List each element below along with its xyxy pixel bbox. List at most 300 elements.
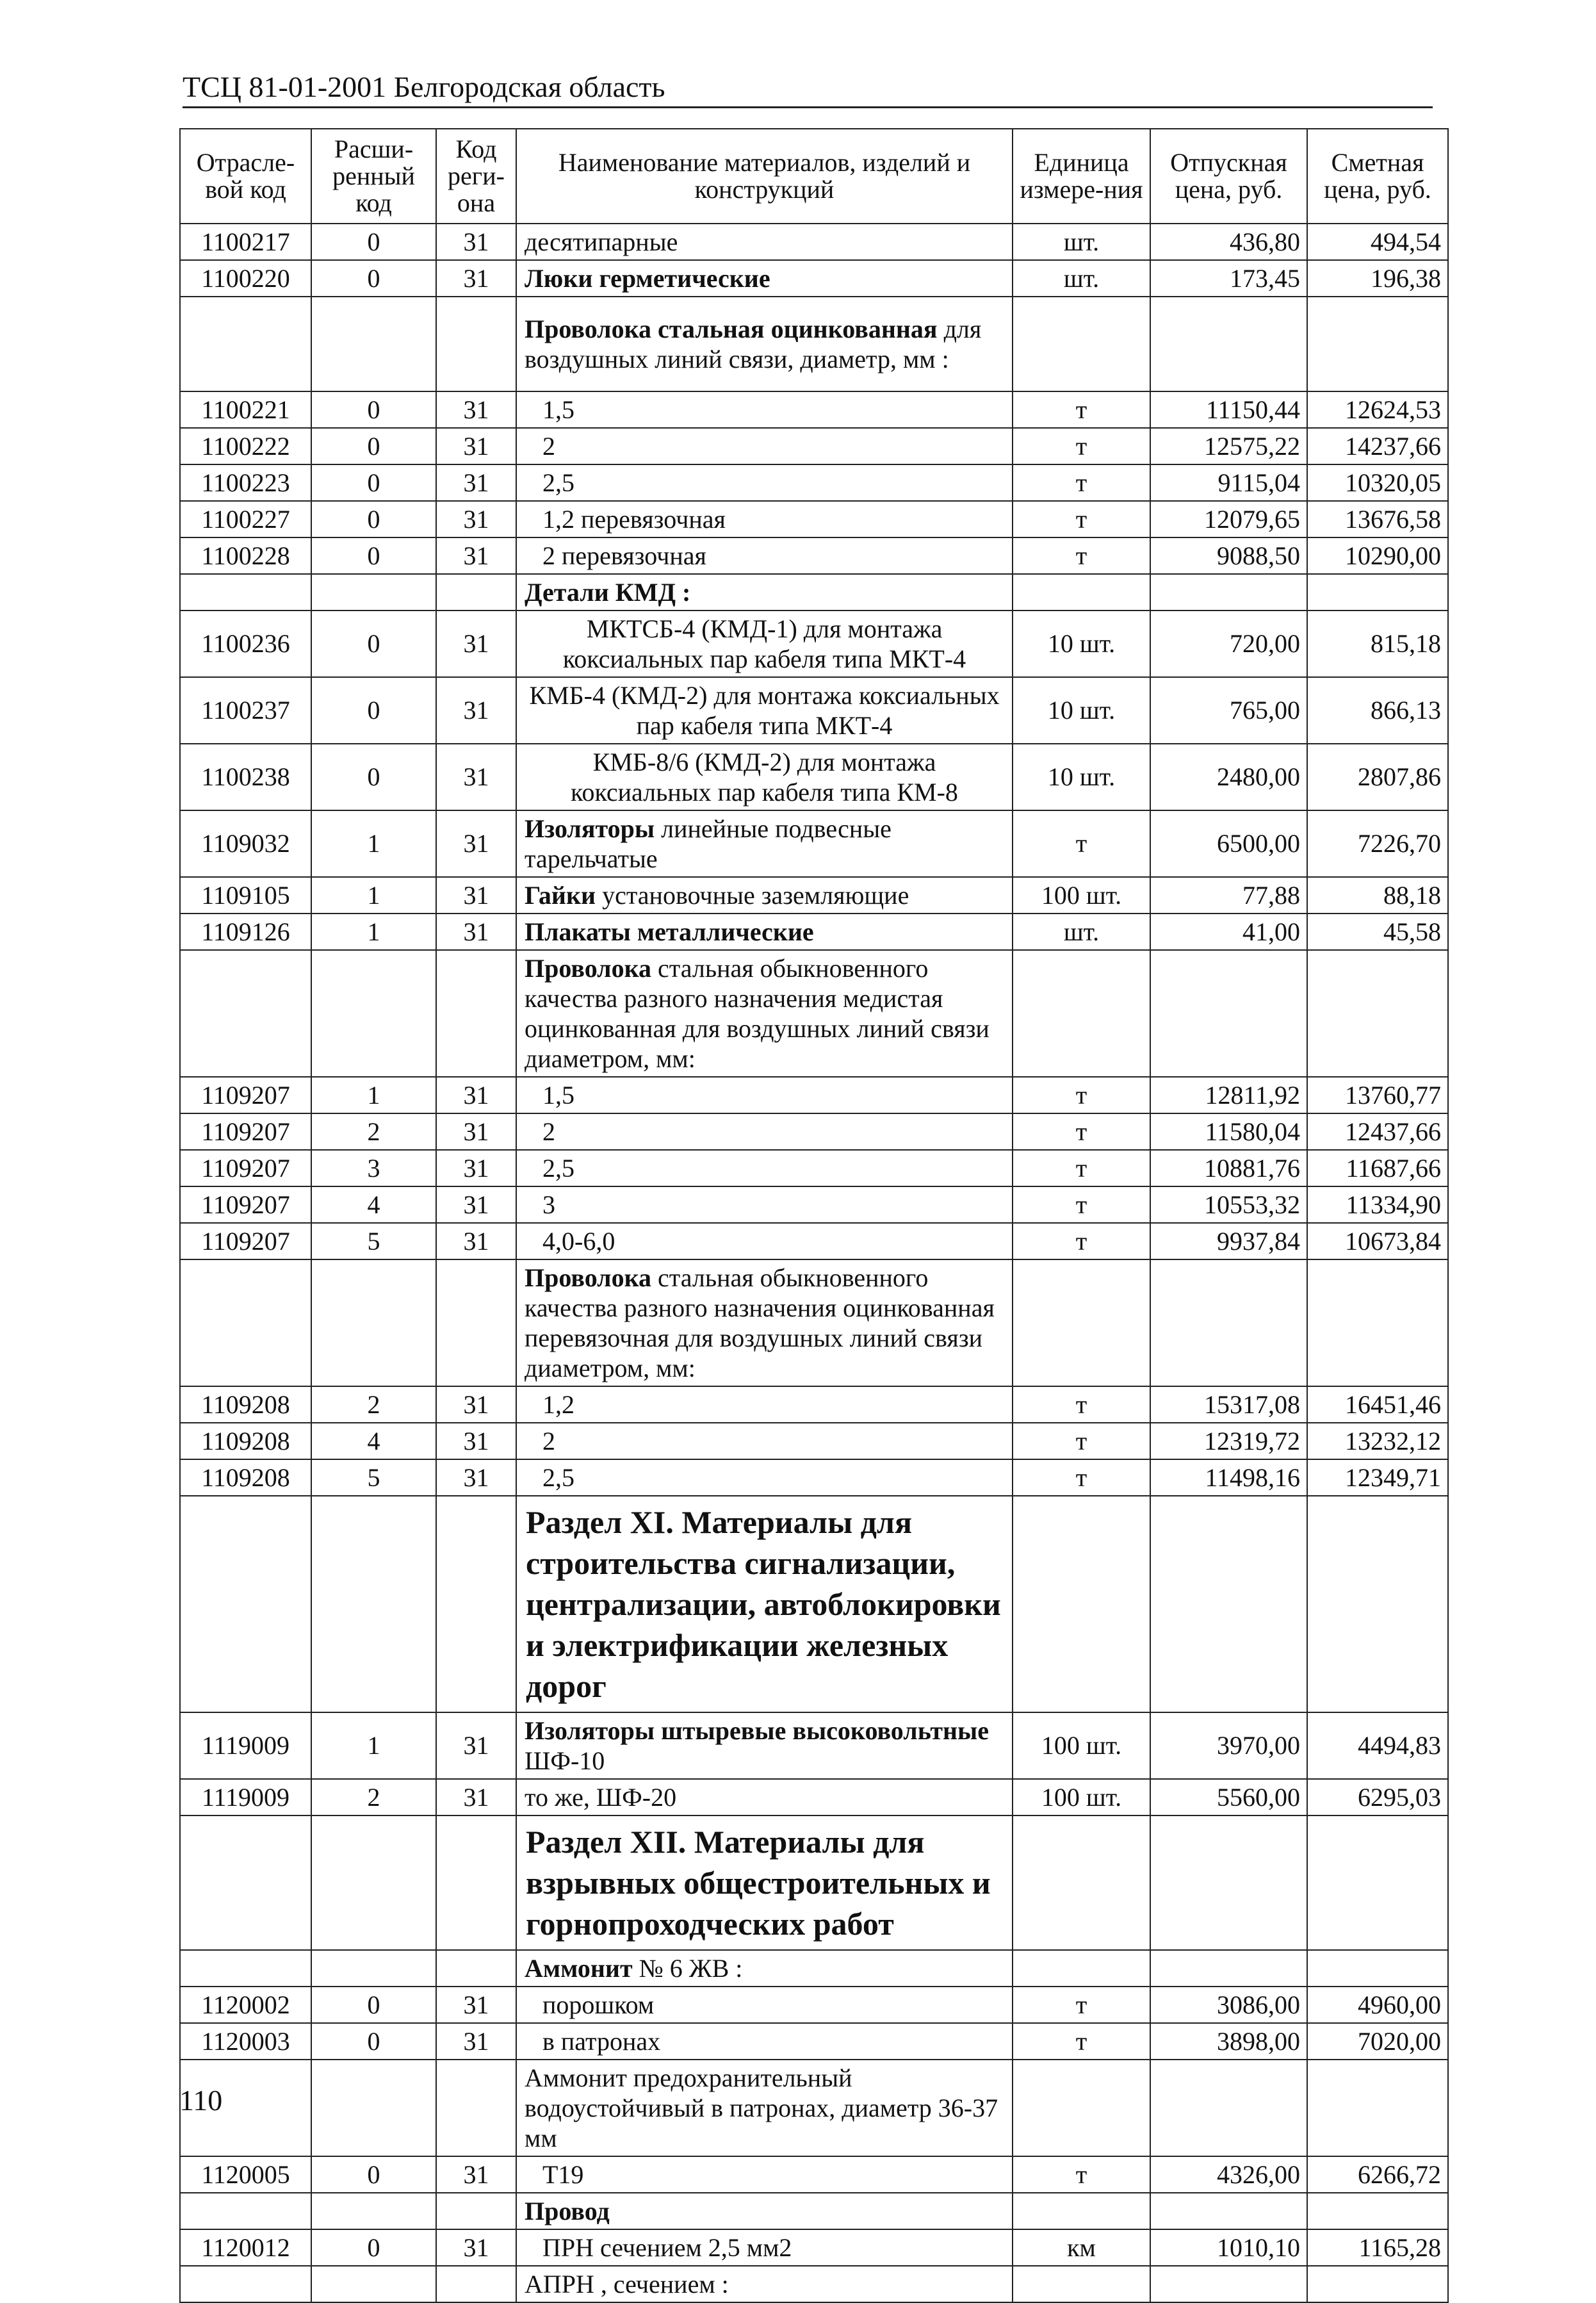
- cell-price: 15317,08: [1150, 1386, 1307, 1423]
- cell-ext: 0: [311, 391, 436, 428]
- cell-name: [516, 810, 1013, 877]
- cell-ext: 1: [311, 877, 436, 914]
- table-row: [180, 1779, 1448, 1815]
- table-row: [180, 537, 1448, 574]
- name-bold-part: Плакаты металлические: [525, 917, 814, 946]
- cell-ext: [311, 2060, 436, 2156]
- table-row: [180, 950, 1448, 1077]
- table-header-row: [180, 129, 1448, 224]
- cell-unit: [1013, 1259, 1150, 1386]
- name-text: 1,5: [542, 395, 574, 424]
- name-bold-part: Проволока: [525, 954, 652, 983]
- cell-name: [516, 1987, 1013, 2023]
- cell-price: 9937,84: [1150, 1223, 1307, 1259]
- cell-price: [1150, 950, 1307, 1077]
- name-text: 3: [542, 1190, 555, 1219]
- cell-unit: 10 шт.: [1013, 744, 1150, 810]
- cell-price: 5560,00: [1150, 1779, 1307, 1815]
- cell-region: [436, 1950, 516, 1987]
- cell-ext: 0: [311, 1987, 436, 2023]
- cell-estimate: 4960,00: [1307, 1987, 1448, 2023]
- cell-ext: 3: [311, 1150, 436, 1186]
- cell-estimate: 88,18: [1307, 877, 1448, 914]
- table-row: [180, 1186, 1448, 1223]
- cell-ext: 0: [311, 744, 436, 810]
- cell-unit: км: [1013, 2229, 1150, 2266]
- table-row: [180, 1423, 1448, 1459]
- page-header: ТСЦ 81-01-2001 Белгородская область: [183, 70, 665, 103]
- cell-estimate: 14237,66: [1307, 428, 1448, 464]
- cell-price: 436,80: [1150, 224, 1307, 260]
- cell-ext: 0: [311, 2229, 436, 2266]
- cell-name: [516, 914, 1013, 950]
- cell-estimate: 45,58: [1307, 914, 1448, 950]
- cell-unit: т: [1013, 2156, 1150, 2193]
- cell-region: 31: [436, 1987, 516, 2023]
- cell-name: [516, 501, 1013, 537]
- cell-code: [180, 2266, 311, 2302]
- name-text: в патронах: [542, 2027, 661, 2056]
- table-row: [180, 677, 1448, 744]
- cell-ext: [311, 2266, 436, 2302]
- cell-unit: [1013, 297, 1150, 391]
- section-row: [180, 1815, 1448, 1950]
- cell-unit: [1013, 1950, 1150, 1987]
- table-row: [180, 2023, 1448, 2060]
- name-text: АПРН , сечением :: [525, 2270, 729, 2299]
- cell-unit: шт.: [1013, 260, 1150, 297]
- col-header-estimate: Сметная цена, руб.: [1307, 129, 1448, 224]
- cell-unit: 100 шт.: [1013, 877, 1150, 914]
- cell-estimate: 13676,58: [1307, 501, 1448, 537]
- cell-price: 3086,00: [1150, 1987, 1307, 2023]
- cell-ext: [311, 1815, 436, 1950]
- cell-price: [1150, 297, 1307, 391]
- cell-code: 1109207: [180, 1113, 311, 1150]
- cell-region: 31: [436, 2229, 516, 2266]
- cell-region: [436, 1496, 516, 1712]
- cell-unit: т: [1013, 537, 1150, 574]
- cell-estimate: 12437,66: [1307, 1113, 1448, 1150]
- cell-region: 31: [436, 1150, 516, 1186]
- cell-estimate: 815,18: [1307, 611, 1448, 677]
- cell-ext: 0: [311, 537, 436, 574]
- cell-ext: [311, 574, 436, 611]
- name-text: 2: [542, 432, 555, 461]
- cell-estimate: 13760,77: [1307, 1077, 1448, 1113]
- cell-code: [180, 297, 311, 391]
- cell-name: [516, 1459, 1013, 1496]
- cell-code: 1120012: [180, 2229, 311, 2266]
- cell-ext: 5: [311, 1223, 436, 1259]
- name-text: 2: [542, 1117, 555, 1146]
- cell-ext: 0: [311, 611, 436, 677]
- name-bold-part: Детали КМД :: [525, 578, 691, 607]
- cell-ext: 5: [311, 1459, 436, 1496]
- cell-region: 31: [436, 1423, 516, 1459]
- cell-region: 31: [436, 1186, 516, 1223]
- cell-estimate: [1307, 1259, 1448, 1386]
- table-row: [180, 260, 1448, 297]
- cell-name: [516, 1077, 1013, 1113]
- table-row: [180, 2193, 1448, 2229]
- cell-region: [436, 1259, 516, 1386]
- cell-estimate: [1307, 2266, 1448, 2302]
- cell-ext: 0: [311, 224, 436, 260]
- table-row: [180, 297, 1448, 391]
- cell-ext: 4: [311, 1423, 436, 1459]
- cell-price: 41,00: [1150, 914, 1307, 950]
- cell-region: [436, 297, 516, 391]
- cell-estimate: [1307, 1950, 1448, 1987]
- cell-unit: т: [1013, 464, 1150, 501]
- cell-estimate: [1307, 950, 1448, 1077]
- cell-code: [180, 574, 311, 611]
- cell-unit: [1013, 1496, 1150, 1712]
- cell-region: 31: [436, 260, 516, 297]
- cell-ext: 0: [311, 464, 436, 501]
- cell-unit: 10 шт.: [1013, 677, 1150, 744]
- cell-unit: т: [1013, 391, 1150, 428]
- table-row: [180, 2266, 1448, 2302]
- table-row: [180, 810, 1448, 877]
- cell-code: 1100237: [180, 677, 311, 744]
- cell-ext: 1: [311, 1077, 436, 1113]
- cell-region: 31: [436, 501, 516, 537]
- cell-name: [516, 2193, 1013, 2229]
- col-header-name: Наименование материалов, изделий и конструкций: [516, 129, 1013, 224]
- name-text: 2,5: [542, 1154, 574, 1183]
- cell-unit: шт.: [1013, 914, 1150, 950]
- cell-region: [436, 2193, 516, 2229]
- name-bold-part: Проволока: [525, 1263, 652, 1292]
- cell-code: 1109207: [180, 1150, 311, 1186]
- name-bold-part: Аммонит: [525, 1954, 633, 1983]
- name-text: КМБ-8/6 (КМД-2) для монтажа коксиальных пар кабеля типа КМ-8: [571, 748, 958, 807]
- page-number: 110: [179, 2084, 223, 2117]
- cell-code: 1109208: [180, 1459, 311, 1496]
- cell-code: [180, 1815, 311, 1950]
- section-row: [180, 1496, 1448, 1712]
- cell-name: [516, 2266, 1013, 2302]
- section-title: Раздел XI. Материалы для строительства сигнализации, централизации, автоблокировки и электрификации железных дорог: [516, 1496, 1013, 1712]
- cell-price: 1010,10: [1150, 2229, 1307, 2266]
- cell-price: [1150, 1950, 1307, 1987]
- cell-code: 1119009: [180, 1779, 311, 1815]
- name-text: 2: [542, 1427, 555, 1455]
- cell-code: 1109208: [180, 1386, 311, 1423]
- cell-code: [180, 1259, 311, 1386]
- cell-region: [436, 1815, 516, 1950]
- cell-name: [516, 537, 1013, 574]
- table-row: [180, 1223, 1448, 1259]
- name-text: 1,5: [542, 1081, 574, 1110]
- cell-unit: 10 шт.: [1013, 611, 1150, 677]
- cell-price: [1150, 2060, 1307, 2156]
- cell-price: [1150, 574, 1307, 611]
- cell-ext: 2: [311, 1386, 436, 1423]
- name-bold-part: Изоляторы штыревые высоковольтные: [525, 1716, 989, 1745]
- cell-code: 1109126: [180, 914, 311, 950]
- cell-ext: [311, 2193, 436, 2229]
- cell-estimate: 4494,83: [1307, 1712, 1448, 1779]
- cell-code: 1109032: [180, 810, 311, 877]
- cell-unit: т: [1013, 1987, 1150, 2023]
- table-row: [180, 2060, 1448, 2156]
- cell-estimate: 1165,28: [1307, 2229, 1448, 2266]
- table-row: [180, 877, 1448, 914]
- cell-code: 1109208: [180, 1423, 311, 1459]
- cell-code: 1120005: [180, 2156, 311, 2193]
- cell-name: [516, 2060, 1013, 2156]
- cell-name: [516, 2156, 1013, 2193]
- cell-estimate: 7020,00: [1307, 2023, 1448, 2060]
- cell-ext: 2: [311, 1779, 436, 1815]
- cell-price: 720,00: [1150, 611, 1307, 677]
- table-row: [180, 501, 1448, 537]
- table-row: [180, 744, 1448, 810]
- name-bold-part: Проволока стальная оцинкованная: [525, 315, 938, 343]
- cell-ext: 1: [311, 914, 436, 950]
- name-text: 2 перевязочная: [542, 541, 706, 570]
- cell-name: [516, 950, 1013, 1077]
- cell-unit: 100 шт.: [1013, 1779, 1150, 1815]
- cell-name: [516, 611, 1013, 677]
- cell-code: 1120003: [180, 2023, 311, 2060]
- cell-code: 1100217: [180, 224, 311, 260]
- cell-region: 31: [436, 1223, 516, 1259]
- cell-code: 1100223: [180, 464, 311, 501]
- cell-unit: [1013, 2266, 1150, 2302]
- cell-region: [436, 574, 516, 611]
- cell-name: [516, 1712, 1013, 1779]
- cell-name: [516, 297, 1013, 391]
- cell-region: 31: [436, 464, 516, 501]
- name-text: установочные заземляющие: [596, 881, 909, 910]
- name-text: Аммонит предохранительный водоустойчивый в патронах, диаметр 36-37 мм: [525, 2063, 998, 2152]
- cell-region: 31: [436, 428, 516, 464]
- cell-ext: 0: [311, 2023, 436, 2060]
- col-header-unit: Единица измере-ния: [1013, 129, 1150, 224]
- col-header-ext: Расши-ренный код: [311, 129, 436, 224]
- header-rule: [183, 106, 1433, 108]
- name-text: Т19: [542, 2160, 584, 2189]
- cell-code: 1109105: [180, 877, 311, 914]
- name-text: ШФ-10: [525, 1746, 605, 1775]
- cell-region: 31: [436, 914, 516, 950]
- table-row: [180, 1950, 1448, 1987]
- name-text: порошком: [542, 1990, 655, 2019]
- cell-unit: [1013, 1815, 1150, 1950]
- cell-estimate: 12624,53: [1307, 391, 1448, 428]
- cell-region: 31: [436, 224, 516, 260]
- table-row: [180, 391, 1448, 428]
- cell-region: 31: [436, 1077, 516, 1113]
- cell-ext: [311, 950, 436, 1077]
- cell-estimate: 16451,46: [1307, 1386, 1448, 1423]
- cell-name: [516, 744, 1013, 810]
- cell-unit: шт.: [1013, 224, 1150, 260]
- cell-region: 31: [436, 1113, 516, 1150]
- cell-ext: 4: [311, 1186, 436, 1223]
- cell-price: 3970,00: [1150, 1712, 1307, 1779]
- cell-unit: [1013, 2060, 1150, 2156]
- name-text: № 6 ЖВ :: [632, 1954, 743, 1983]
- name-text: десятипарные: [525, 227, 678, 256]
- table-row: [180, 1150, 1448, 1186]
- table-row: [180, 1712, 1448, 1779]
- cell-estimate: [1307, 1815, 1448, 1950]
- name-text: 4,0-6,0: [542, 1227, 615, 1256]
- cell-region: 31: [436, 391, 516, 428]
- cell-price: [1150, 2266, 1307, 2302]
- cell-name: [516, 574, 1013, 611]
- cell-price: 765,00: [1150, 677, 1307, 744]
- cell-name: [516, 1113, 1013, 1150]
- table-row: [180, 1987, 1448, 2023]
- cell-unit: [1013, 2193, 1150, 2229]
- cell-region: 31: [436, 611, 516, 677]
- cell-region: 31: [436, 1459, 516, 1496]
- name-bold-part: Гайки: [525, 881, 596, 910]
- cell-ext: [311, 297, 436, 391]
- cell-ext: 0: [311, 260, 436, 297]
- cell-name: [516, 1186, 1013, 1223]
- cell-estimate: 866,13: [1307, 677, 1448, 744]
- cell-price: [1150, 1815, 1307, 1950]
- cell-region: 31: [436, 677, 516, 744]
- cell-unit: т: [1013, 1223, 1150, 1259]
- cell-ext: 0: [311, 428, 436, 464]
- name-text: МКТСБ-4 (КМД-1) для монтажа коксиальных пар кабеля типа МКТ-4: [562, 614, 966, 673]
- name-text: для воздушных линий связи, диаметр, мм :: [525, 315, 982, 373]
- cell-price: 12079,65: [1150, 501, 1307, 537]
- cell-price: 9115,04: [1150, 464, 1307, 501]
- cell-region: 31: [436, 537, 516, 574]
- table-row: [180, 1259, 1448, 1386]
- cell-ext: 0: [311, 677, 436, 744]
- cell-code: 1100228: [180, 537, 311, 574]
- cell-unit: т: [1013, 428, 1150, 464]
- cell-estimate: [1307, 1496, 1448, 1712]
- cell-price: 2480,00: [1150, 744, 1307, 810]
- table-row: [180, 2229, 1448, 2266]
- cell-unit: т: [1013, 501, 1150, 537]
- table-row: [180, 428, 1448, 464]
- cell-estimate: 11687,66: [1307, 1150, 1448, 1186]
- cell-price: 12811,92: [1150, 1077, 1307, 1113]
- cell-unit: т: [1013, 1386, 1150, 1423]
- cell-estimate: 10290,00: [1307, 537, 1448, 574]
- cell-price: 12575,22: [1150, 428, 1307, 464]
- cell-estimate: 6295,03: [1307, 1779, 1448, 1815]
- cell-estimate: 2807,86: [1307, 744, 1448, 810]
- cell-unit: т: [1013, 1150, 1150, 1186]
- cell-region: 31: [436, 1779, 516, 1815]
- cell-code: [180, 950, 311, 1077]
- cell-estimate: 494,54: [1307, 224, 1448, 260]
- table-row: [180, 611, 1448, 677]
- name-bold-part: Люки герметические: [525, 264, 770, 293]
- name-text: ПРН сечением 2,5 мм2: [542, 2233, 792, 2262]
- col-header-region: Код реги-она: [436, 129, 516, 224]
- cell-ext: 0: [311, 501, 436, 537]
- cell-estimate: 10320,05: [1307, 464, 1448, 501]
- table-row: [180, 1386, 1448, 1423]
- cell-name: [516, 677, 1013, 744]
- cell-price: 11498,16: [1150, 1459, 1307, 1496]
- cell-unit: т: [1013, 1113, 1150, 1150]
- name-text: стальная обыкновенного качества разного назначения оцинкованная перевязочная для воздушных линий связи диаметром, мм:: [525, 1263, 995, 1382]
- cell-unit: 100 шт.: [1013, 1712, 1150, 1779]
- cell-name: [516, 1779, 1013, 1815]
- cell-ext: [311, 1259, 436, 1386]
- col-header-price: Отпускная цена, руб.: [1150, 129, 1307, 224]
- cell-region: 31: [436, 1386, 516, 1423]
- cell-price: [1150, 2193, 1307, 2229]
- cell-region: 31: [436, 810, 516, 877]
- cell-price: 11150,44: [1150, 391, 1307, 428]
- cell-code: 1100236: [180, 611, 311, 677]
- cell-region: 31: [436, 877, 516, 914]
- cell-code: 1100221: [180, 391, 311, 428]
- cell-name: [516, 1259, 1013, 1386]
- cell-region: 31: [436, 744, 516, 810]
- cell-estimate: 10673,84: [1307, 1223, 1448, 1259]
- cell-name: [516, 2023, 1013, 2060]
- cell-ext: 1: [311, 810, 436, 877]
- cell-price: 3898,00: [1150, 2023, 1307, 2060]
- cell-code: 1100220: [180, 260, 311, 297]
- cell-estimate: 196,38: [1307, 260, 1448, 297]
- name-text: то же, ШФ-20: [525, 1783, 677, 1812]
- cell-unit: т: [1013, 1423, 1150, 1459]
- name-text: 1,2: [542, 1390, 574, 1419]
- cell-estimate: [1307, 2060, 1448, 2156]
- cell-code: 1109207: [180, 1186, 311, 1223]
- cell-ext: 0: [311, 2156, 436, 2193]
- cell-unit: т: [1013, 1186, 1150, 1223]
- cell-price: 173,45: [1150, 260, 1307, 297]
- col-header-code: Отрасле-вой код: [180, 129, 311, 224]
- table-row: [180, 574, 1448, 611]
- cell-name: [516, 1150, 1013, 1186]
- cell-price: 6500,00: [1150, 810, 1307, 877]
- cell-estimate: 11334,90: [1307, 1186, 1448, 1223]
- cell-estimate: [1307, 574, 1448, 611]
- materials-table: [179, 128, 1449, 2303]
- table-row: [180, 1113, 1448, 1150]
- table-row: [180, 2156, 1448, 2193]
- cell-price: [1150, 1259, 1307, 1386]
- cell-price: 4326,00: [1150, 2156, 1307, 2193]
- cell-estimate: 12349,71: [1307, 1459, 1448, 1496]
- cell-name: [516, 428, 1013, 464]
- cell-region: [436, 2060, 516, 2156]
- cell-unit: т: [1013, 1459, 1150, 1496]
- cell-estimate: 6266,72: [1307, 2156, 1448, 2193]
- cell-region: [436, 2266, 516, 2302]
- cell-price: 12319,72: [1150, 1423, 1307, 1459]
- cell-name: [516, 1223, 1013, 1259]
- name-bold-part: Изоляторы: [525, 814, 655, 843]
- cell-region: 31: [436, 1712, 516, 1779]
- cell-price: 77,88: [1150, 877, 1307, 914]
- cell-name: [516, 260, 1013, 297]
- cell-code: 1109207: [180, 1223, 311, 1259]
- cell-code: 1119009: [180, 1712, 311, 1779]
- cell-name: [516, 391, 1013, 428]
